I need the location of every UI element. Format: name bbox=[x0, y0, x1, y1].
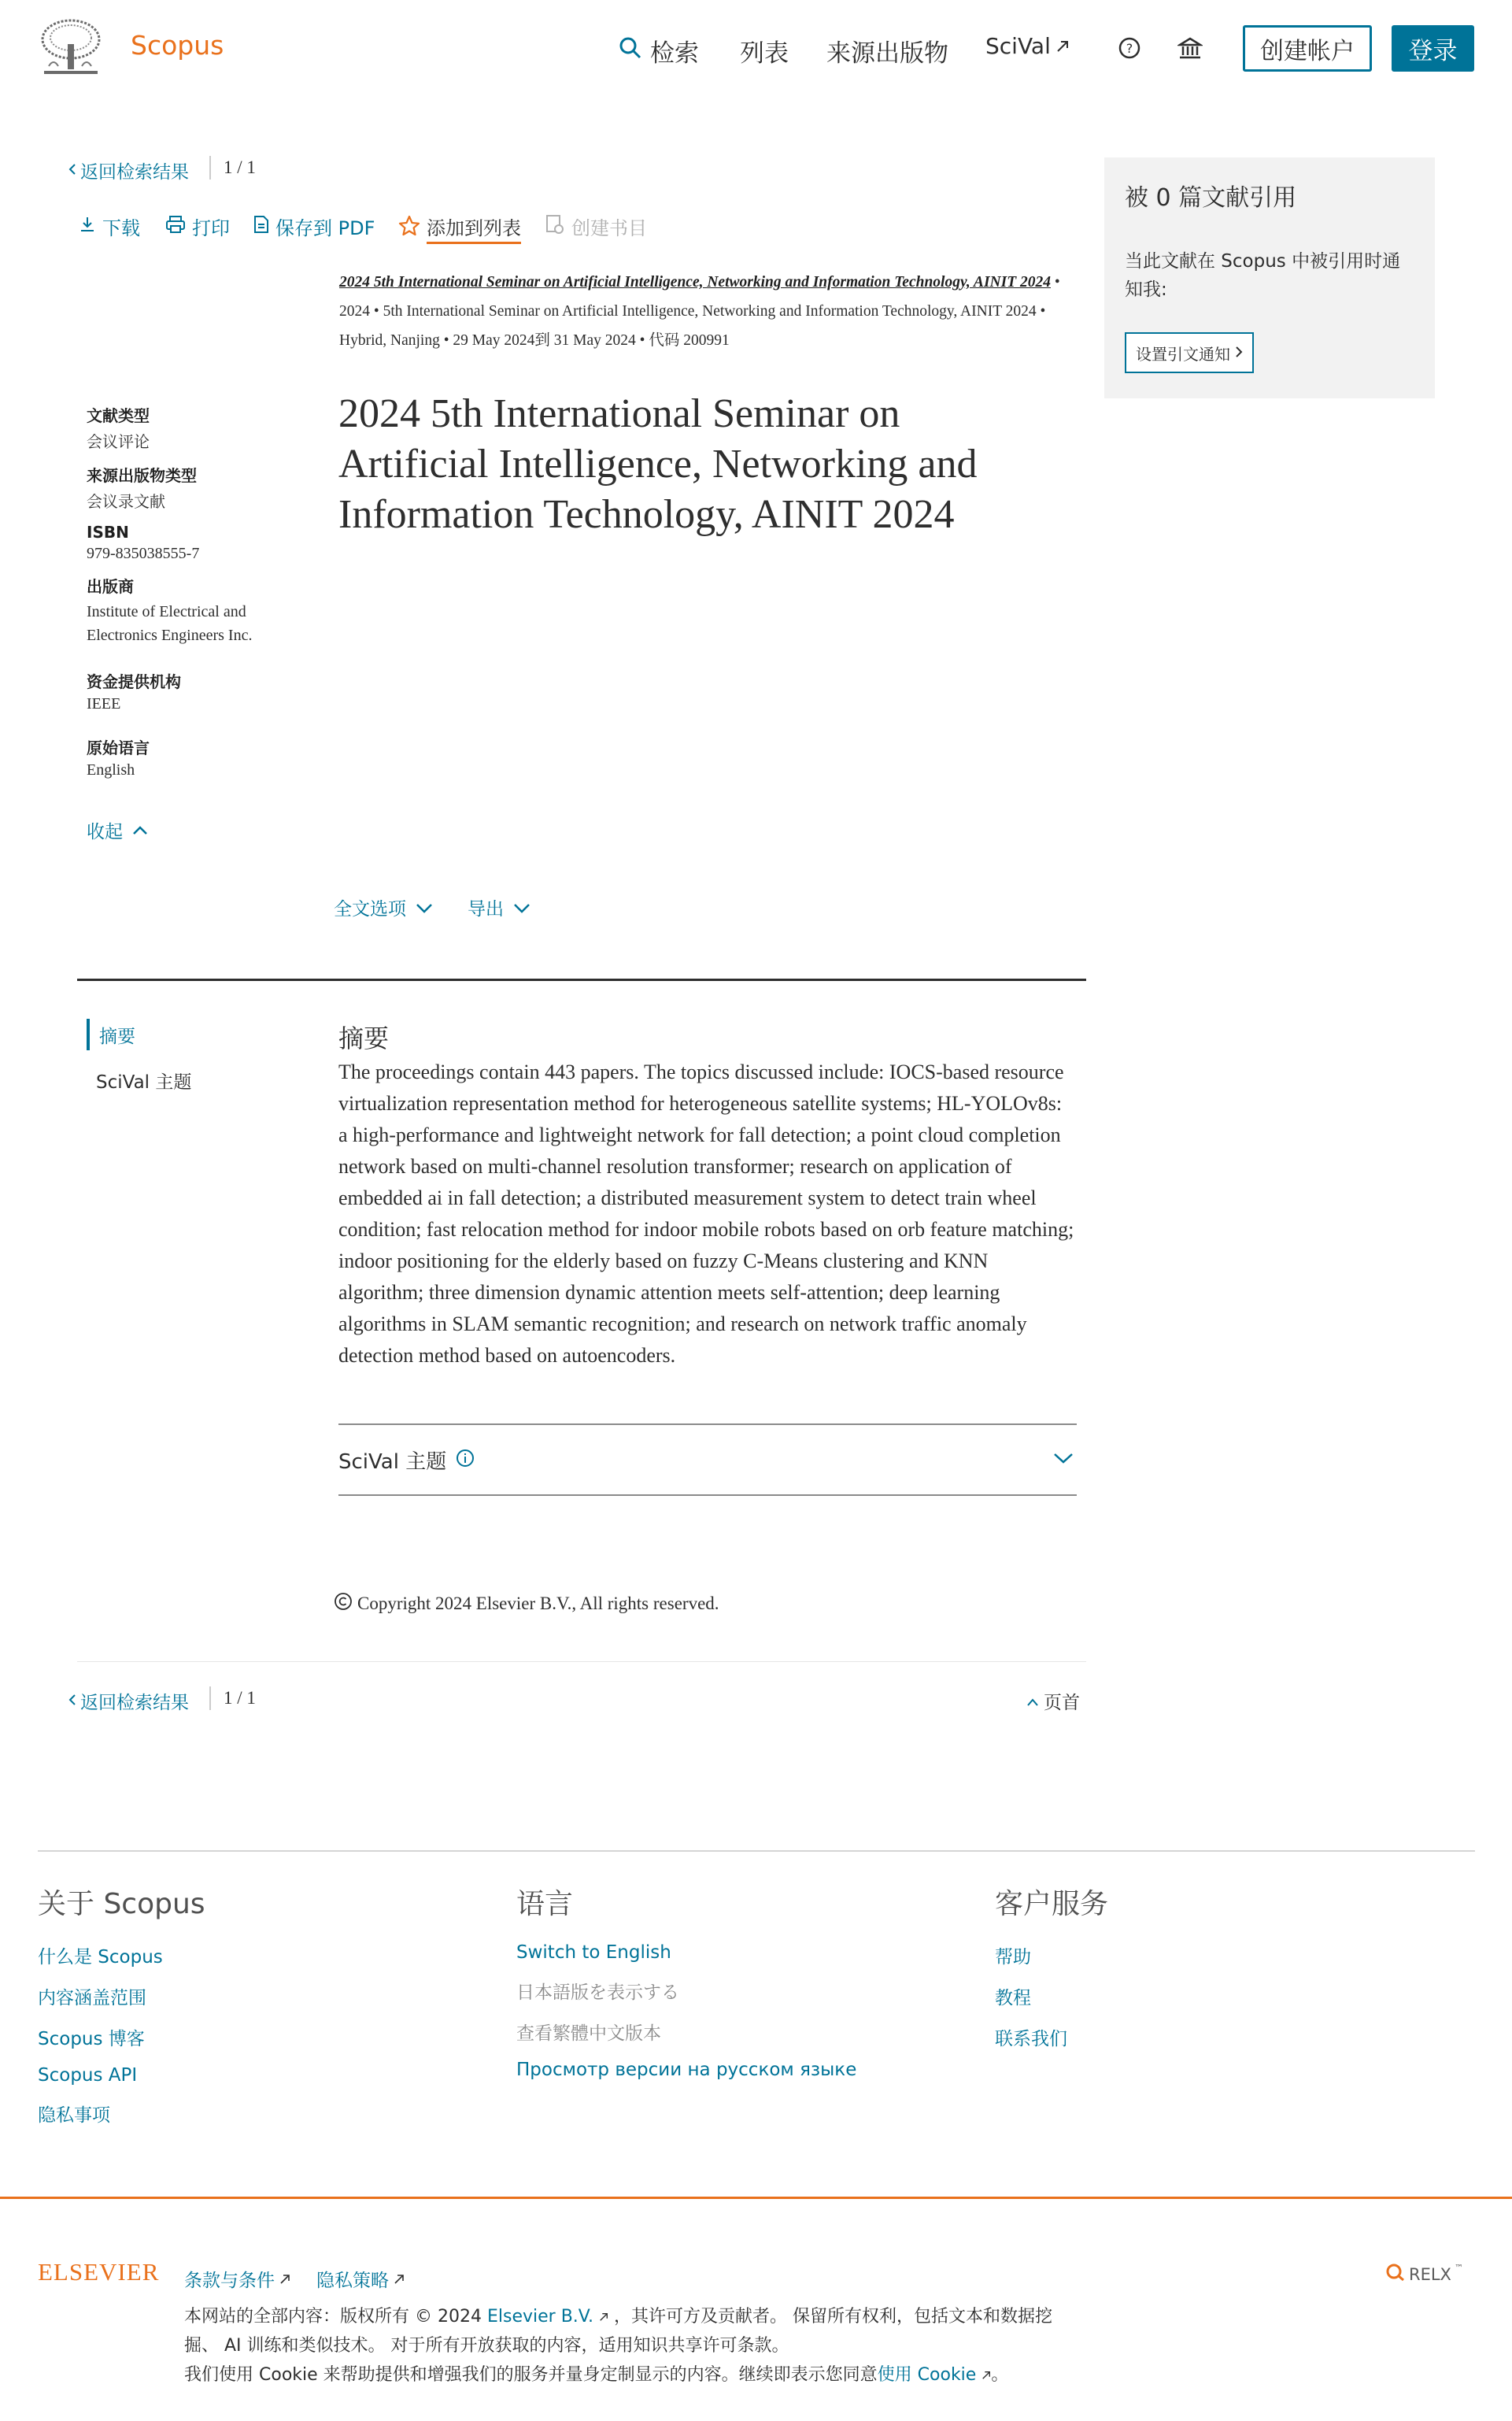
save-pdf-label: 保存到 PDF bbox=[275, 217, 375, 239]
cited-by-panel bbox=[1104, 157, 1435, 398]
footer-about bbox=[38, 1882, 479, 2127]
privacy-link[interactable] bbox=[316, 2266, 405, 2292]
metadata-value: 979-835038555-7 bbox=[87, 545, 200, 562]
terms-label: 条款与条件 bbox=[184, 2271, 275, 2291]
footer-link[interactable]: Scopus 博客 bbox=[38, 2029, 145, 2049]
export-dropdown[interactable] bbox=[468, 894, 530, 920]
abstract-text: The proceedings contain 443 papers. The topics discussed include: IOCS-based resource virtualization representation method for heterogeneous satellite systems; HL-YOLOv8s: a high-performance and lightweight network for fall detection; a point cloud completion network based on multi-channel resolution transformer; research on application of embedded ai in fall detection; a distributed measurement system to detect train wheel condition; fast relocation method for indoor mobile robots based on orb feature matching; indoor positioning for the elderly based on fuzzy C-Means clustering and KNN algorithm; three dimension dynamic attention meets self-attention; deep learning algorithms in SLAM semantic recognition; and research on network traffic anomaly detection method based on autoencoders. bbox=[338, 1061, 1074, 1367]
copyright-icon bbox=[334, 1592, 353, 1616]
printer-icon bbox=[165, 215, 186, 239]
legal-text: 我们使用 Cookie 来帮助提供和增强我们的服务并量身定制显示的内容。继续即表示您同意 bbox=[184, 2365, 878, 2385]
nav-lists[interactable]: 列表 bbox=[740, 39, 789, 68]
bullet: • bbox=[639, 332, 649, 349]
footer-link[interactable]: 教程 bbox=[995, 1988, 1031, 2008]
metadata-value: 会议录文献 bbox=[87, 492, 165, 511]
metadata-value: 会议评论 bbox=[87, 432, 150, 451]
back-to-top-link[interactable] bbox=[1026, 1688, 1080, 1714]
nav-search-label: 检索 bbox=[650, 39, 699, 68]
nav-search[interactable] bbox=[619, 33, 699, 68]
metadata-label: 文献类型 bbox=[87, 406, 150, 425]
footer-link[interactable]: 内容涵盖范围 bbox=[38, 1988, 146, 2008]
source-dates: 29 May 2024到 31 May 2024 bbox=[453, 332, 636, 349]
footer-link[interactable]: 日本語版を表示する bbox=[516, 1982, 679, 2003]
nav-scival-label: SciVal bbox=[985, 33, 1051, 59]
footer-link[interactable]: Switch to English bbox=[516, 1942, 671, 1963]
nav-sources[interactable]: 来源出版物 bbox=[826, 39, 948, 68]
add-to-list-button[interactable] bbox=[398, 213, 521, 244]
back-to-results-label: 返回检索结果 bbox=[80, 162, 189, 183]
legal-notice bbox=[184, 2302, 1129, 2390]
set-citation-alert-label: 设置引文通知 bbox=[1136, 344, 1230, 364]
fulltext-options-label: 全文选项 bbox=[334, 899, 406, 920]
source-title-link[interactable]: 2024 5th International Seminar on Artificial Intelligence, Networking and Information Technology, AINIT 2024 bbox=[339, 274, 1051, 291]
chevron-up-icon bbox=[1026, 1691, 1039, 1712]
footer-service-heading: 客户服务 bbox=[995, 1888, 1109, 1920]
download-label: 下载 bbox=[102, 217, 140, 239]
privacy-label: 隐私策略 bbox=[316, 2271, 389, 2291]
copyright-notice bbox=[334, 1592, 719, 1616]
source-info bbox=[339, 268, 1063, 355]
bullet: • bbox=[373, 303, 383, 320]
footer-link[interactable]: 查看繁體中文版本 bbox=[516, 2023, 661, 2044]
back-to-results-label: 返回检索结果 bbox=[80, 1693, 189, 1713]
external-link-icon bbox=[394, 2269, 405, 2290]
metadata-value: English bbox=[87, 761, 135, 779]
bibliography-icon bbox=[545, 214, 565, 239]
trademark-mark: ™ bbox=[1454, 2263, 1463, 2273]
abstract-heading: 摘要 bbox=[338, 1024, 390, 1053]
scival-topic-accordion[interactable] bbox=[338, 1423, 1077, 1496]
chevron-up-icon bbox=[132, 820, 148, 841]
result-pager: 1 / 1 bbox=[224, 157, 256, 177]
metadata-label: 原始语言 bbox=[87, 739, 150, 757]
create-bibliography-label: 创建书目 bbox=[571, 217, 647, 239]
copyright-text: Copyright 2024 Elsevier B.V., All rights reserved. bbox=[357, 1594, 719, 1613]
bullet: • bbox=[443, 332, 453, 349]
back-to-results-link[interactable] bbox=[68, 157, 189, 183]
metadata-label: 出版商 bbox=[87, 577, 134, 596]
nav-scival[interactable] bbox=[985, 33, 1070, 59]
document-metadata bbox=[87, 403, 283, 779]
external-link-icon bbox=[982, 2365, 991, 2385]
chevron-down-icon bbox=[513, 898, 530, 918]
pdf-icon bbox=[253, 215, 269, 239]
elsevier-link[interactable]: Elsevier B.V. bbox=[486, 2307, 593, 2327]
sidenav-abstract-label: 摘要 bbox=[99, 1026, 135, 1047]
set-citation-alert-button[interactable] bbox=[1125, 332, 1254, 373]
create-account-button[interactable]: 创建帐户 bbox=[1243, 25, 1372, 72]
bullet: • bbox=[1040, 303, 1046, 320]
external-link-icon bbox=[279, 2269, 290, 2290]
legal-line: 掘、 AI 训练和类似技术。 对于所有开放获取的内容，适用知识共享许可条款。 bbox=[184, 2336, 789, 2356]
back-to-results-link[interactable] bbox=[68, 1688, 189, 1714]
back-to-top-label: 页首 bbox=[1044, 1693, 1080, 1713]
metadata-label: 来源出版物类型 bbox=[87, 466, 197, 485]
footer-language-heading: 语言 bbox=[516, 1888, 574, 1920]
bullet: • bbox=[1054, 274, 1060, 291]
legal-line bbox=[184, 2302, 1129, 2331]
chevron-down-icon bbox=[416, 898, 433, 918]
result-pager: 1 / 1 bbox=[224, 1688, 256, 1708]
legal-text: ，其许可方及贡献者。 保留所有权利，包括文本和数据挖 bbox=[614, 2307, 1052, 2327]
download-button[interactable] bbox=[79, 213, 140, 240]
chevron-right-icon bbox=[1235, 343, 1243, 362]
external-link-icon bbox=[1055, 33, 1070, 59]
collapse-metadata-button[interactable] bbox=[87, 817, 148, 843]
section-divider bbox=[77, 979, 1086, 981]
sidenav-abstract[interactable] bbox=[87, 1019, 135, 1050]
footer-link[interactable]: 联系我们 bbox=[995, 2029, 1067, 2049]
footer-link[interactable]: Scopus API bbox=[38, 2065, 138, 2086]
divider bbox=[77, 1661, 1086, 1662]
print-label: 打印 bbox=[192, 217, 230, 239]
metadata-value: IEEE bbox=[87, 695, 121, 713]
elsevier-tree-logo[interactable] bbox=[38, 17, 104, 77]
metadata-item bbox=[87, 463, 283, 512]
help-icon[interactable] bbox=[1118, 36, 1141, 63]
chevron-left-icon bbox=[68, 1691, 77, 1712]
save-pdf-button[interactable] bbox=[253, 213, 375, 240]
footer-link[interactable]: 什么是 Scopus bbox=[38, 1947, 163, 1968]
footer-link[interactable]: Просмотр версии на русском языке bbox=[516, 2060, 857, 2080]
source-conference: 5th International Seminar on Artificial Intelligence, Networking and Information Technology, AINIT 2024 bbox=[383, 303, 1037, 320]
footer-service bbox=[995, 1882, 1436, 2050]
scopus-brand[interactable]: Scopus bbox=[131, 30, 224, 61]
export-label: 导出 bbox=[468, 899, 504, 920]
metadata-item bbox=[87, 669, 283, 713]
footer-divider bbox=[38, 1850, 1475, 1852]
divider bbox=[209, 1686, 211, 1710]
svg-text:?: ? bbox=[1126, 41, 1133, 56]
elsevier-logo[interactable]: ELSEVIER bbox=[38, 2258, 160, 2286]
legal-line bbox=[184, 2360, 1129, 2390]
cited-by-title: 被 0 篇文献引用 bbox=[1125, 184, 1297, 212]
cited-by-description: 当此文献在 Scopus 中被引用时通知我: bbox=[1125, 251, 1401, 300]
create-bibliography-button[interactable] bbox=[545, 213, 647, 240]
terms-link[interactable] bbox=[184, 2266, 290, 2292]
chevron-down-icon bbox=[1053, 1452, 1074, 1468]
metadata-item bbox=[87, 574, 283, 647]
relx-mark-icon bbox=[1385, 2263, 1406, 2286]
legal-text: 。 bbox=[991, 2365, 1009, 2385]
relx-logo[interactable] bbox=[1385, 2263, 1463, 2286]
document-title: 2024 5th International Seminar on Artificial Intelligence, Networking and Information Technology, AINIT 2024 bbox=[338, 391, 978, 537]
chevron-left-icon bbox=[68, 161, 77, 181]
metadata-value: Institute of Electrical and Electronics Engineers Inc. bbox=[87, 603, 253, 644]
legal-text: 本网站的全部内容：版权所有 © 2024 bbox=[184, 2307, 482, 2327]
scival-topic-label: SciVal 主题 bbox=[338, 1449, 447, 1474]
metadata-item bbox=[87, 403, 283, 452]
footer-link[interactable]: 隐私事项 bbox=[38, 2105, 110, 2126]
login-button[interactable]: 登录 bbox=[1392, 25, 1474, 72]
source-code: 代码 200991 bbox=[649, 332, 730, 349]
institution-icon[interactable] bbox=[1177, 35, 1203, 64]
footer-language bbox=[516, 1882, 957, 2080]
source-location: Hybrid, Nanjing bbox=[339, 332, 440, 349]
print-button[interactable] bbox=[165, 213, 230, 240]
metadata-item bbox=[87, 523, 283, 563]
external-link-icon bbox=[599, 2307, 608, 2327]
footer-link[interactable]: 帮助 bbox=[995, 1947, 1031, 1968]
star-icon bbox=[398, 215, 420, 242]
footer-accent-line bbox=[0, 2197, 1512, 2199]
metadata-label: ISBN bbox=[87, 523, 129, 542]
add-to-list-label: 添加到列表 bbox=[427, 213, 521, 244]
footer-about-heading: 关于 Scopus bbox=[38, 1888, 205, 1920]
cookie-link[interactable]: 使用 Cookie bbox=[877, 2365, 977, 2385]
metadata-item bbox=[87, 735, 283, 779]
divider bbox=[209, 156, 211, 180]
search-icon bbox=[619, 36, 642, 66]
relx-label: RELX bbox=[1409, 2264, 1451, 2284]
download-icon bbox=[79, 216, 96, 238]
info-icon[interactable] bbox=[456, 1449, 475, 1471]
metadata-label: 资金提供机构 bbox=[87, 672, 181, 691]
fulltext-options-dropdown[interactable] bbox=[334, 894, 433, 920]
collapse-label: 收起 bbox=[87, 822, 123, 842]
sidenav-scival[interactable]: SciVal 主题 bbox=[96, 1072, 192, 1093]
source-year: 2024 bbox=[339, 303, 370, 320]
